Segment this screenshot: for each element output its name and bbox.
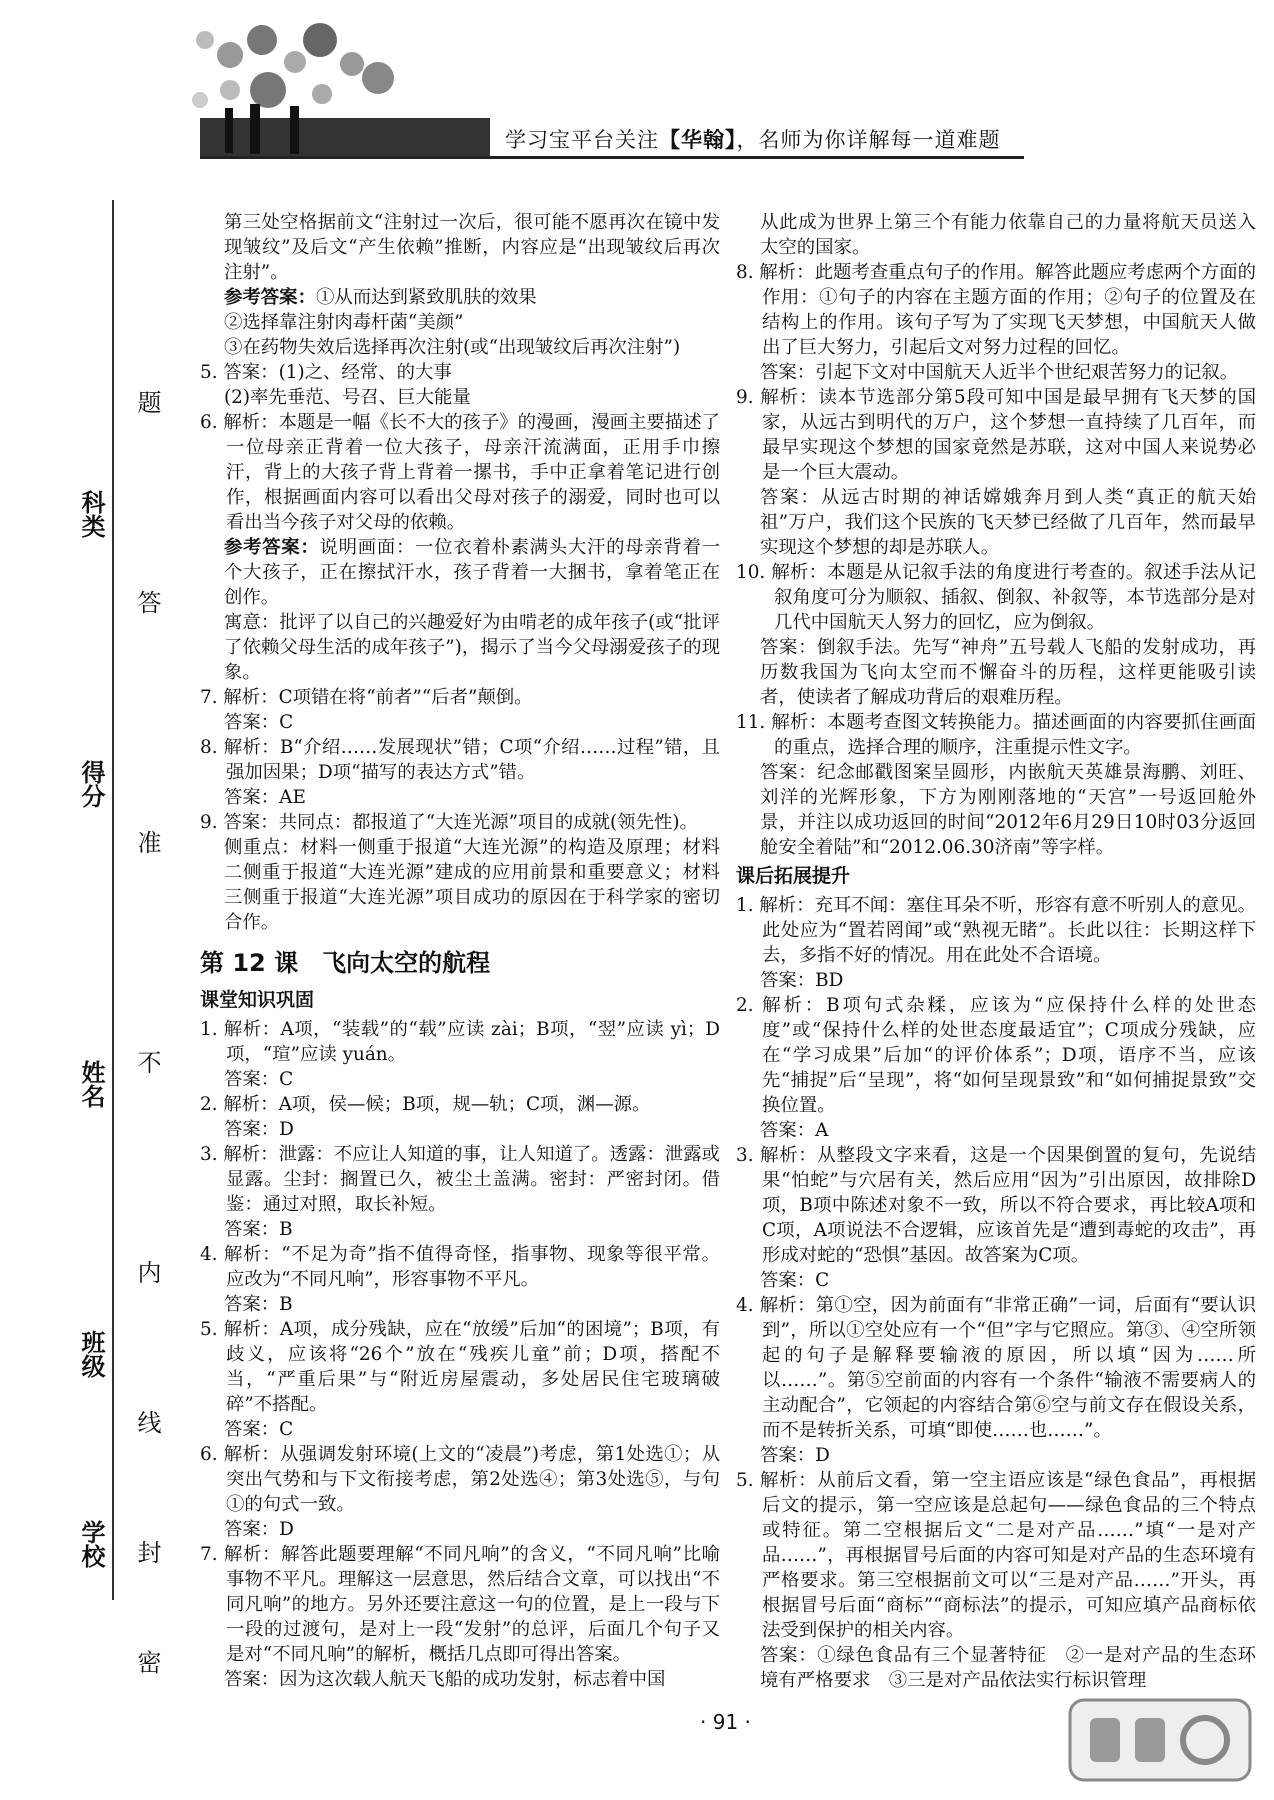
left-column	[200, 210, 720, 1692]
answer-line: 答案：D	[224, 1119, 294, 1140]
answer-line: 答案：倒叙手法。先写“神舟”五号载人飞船的发射成功，再历数我国为飞向太空而不懈奋斗的历程，这样更能吸引读者，使读者了解成功背后的艰难历程。	[760, 637, 1256, 708]
question-item: 5. 答案：(1)之、经常、的大事	[200, 362, 452, 383]
right-column	[736, 210, 1256, 1693]
field-class: 班级	[77, 1330, 105, 1378]
answer-line: 寓意：批评了以自己的兴趣爱好为由啃老的成年孩子(或“批评了依赖父母生活的成年孩子”)，揭示了当今父母溺爱孩子的现象。	[224, 612, 720, 683]
answer-line: 答案：D	[224, 1519, 294, 1540]
question-item: 2. 解析：B项句式杂糅，应该为“应保持什么样的处世态度”或“保持什么样的处世态度最适宜”；C项成分残缺，应在“学习成果”后加“的评价体系”；D项，语序不当，应该先“捕捉”后“呈现”，将“如何呈现景致”和“如何捕捉景致”交换位置。	[736, 995, 1256, 1116]
header-banner	[0, 0, 1274, 180]
question-item: 9. 解析：读本节选部分第5段可知中国是最早拥有飞天梦的国家，从远古到明代的万户，这个梦想一直持续了几百年，而最早实现这个梦想的国家竟然是苏联，这对中国人来说势必是一个巨大震动。	[736, 387, 1256, 483]
question-item: 7. 解析：解答此题要理解“不同凡响”的含义，“不同凡响”比喻事物不平凡。理解这一层意思，然后结合文章，可以找出“不同凡响”的地方。另外还要注意这一句的位置，是上一段与下一段的过渡句，是对上一段“发射”的总评，后面几个句子又是对“不同凡响”的解析，概括几点即可得出答案。	[200, 1544, 720, 1665]
answer-line: ②选择靠注射肉毒杆菌“美颜”	[224, 312, 464, 333]
question-item: 4. 解析：第①空，因为前面有“非常正确”一词，后面有“要认识到”，所以①空处应有一个“但”字与它照应。第③、④空所领起的句子是解释要输液的原因，所以填“因为……所以……”。第⑤空前面的内容有一个条件“输液不需要病人的主动配合”，它领起的内容结合第⑥空与前文存在假设关系，而不是转折关系，可填“即使……也……”。	[736, 1295, 1256, 1441]
question-item: 7. 解析：C项错在将“前者”“后者”颠倒。	[200, 687, 533, 708]
page-number: · 91 ·	[700, 1710, 751, 1734]
answer-label: 参考答案：①从而达到紧致肌肤的效果	[224, 287, 537, 308]
answer-line: 参考答案：说明画面：一位衣着朴素满头大汗的母亲背着一个大孩子，正在擦拭汗水，孩子背着一大捆书，拿着笔正在创作。	[224, 537, 720, 608]
question-item: 5. 解析：从前后文看，第一空主语应该是“绿色食品”，再根据后文的提示，第一空应该是总起句——绿色食品的三个特点或特征。第二空根据后文“二是对产品……”填“一是对产品……”，再根据冒号后面的内容可知是对产品的生态环境有严格要求。第三空根据前文可以“三是对产品……”开头，再根据冒号后面“商标”“商标法”的提示，可知应填产品商标依法受到保护的相关内容。	[736, 1470, 1256, 1641]
section-title: 课后拓展提升	[736, 865, 851, 887]
paragraph: 从此成为世界上第三个有能力依靠自己的力量将航天员送入太空的国家。	[760, 212, 1256, 258]
field-school: 学校	[77, 1520, 105, 1568]
answer-line: 答案：A	[760, 1120, 829, 1141]
question-item: 3. 解析：从整段文字来看，这是一个因果倒置的复句，先说结果“怕蛇”与穴居有关，然后应用“因为”引出原因，故排除D项，B项中陈述对象不一致，所以不符合要求，再比较A项和C项，A项说法不合逻辑，应该首先是“遭到毒蛇的攻击”，再形成对蛇的“恐惧”基因。故答案为C项。	[736, 1145, 1256, 1266]
answer-line: 答案：因为这次载人航天飞船的成功发射，标志着中国	[224, 1669, 666, 1690]
answer-line: 答案：①绿色食品有三个显著特征 ②一是对产品的生态环境有严格要求 ③三是对产品依法实行标识管理	[760, 1645, 1256, 1691]
answer-line: 答案：C	[760, 1270, 830, 1291]
paragraph: 第三处空格据前文“注射过一次后，很可能不愿再次在镜中发现皱纹”及后文“产生依赖”推断，内容应是“出现皱纹后再次注射”。	[224, 212, 720, 283]
seal-char: 线	[133, 1410, 161, 1434]
seal-char: 准	[133, 830, 161, 854]
question-item: 8. 解析：B“介绍……发展现状”错；C项“介绍……过程”错，且强加因果；D项“描写的表达方式”错。	[200, 737, 720, 783]
answer-line: 答案：B	[224, 1294, 293, 1315]
seal-char: 题	[133, 390, 161, 414]
question-item: 9. 答案：共同点：都报道了“大连光源”项目的成就(领先性)。	[200, 812, 698, 833]
answer-line: (2)率先垂范、号召、巨大能量	[224, 387, 471, 408]
question-item: 10. 解析：本题是从记叙手法的角度进行考查的。叙述手法从记叙角度可分为顺叙、插叙、倒叙、补叙等，本节选部分是对几代中国航天人努力的回忆，应为倒叙。	[736, 562, 1256, 633]
header-slogan: 学习宝平台关注【华翰】，名师为你详解每一道难题	[505, 128, 1001, 152]
watermark-logo-icon	[1060, 1690, 1260, 1790]
answer-line: 答案：引起下文对中国航天人近半个世纪艰苦努力的记叙。	[760, 362, 1239, 383]
question-item: 4. 解析：“不足为奇”指不值得奇怪，指事物、现象等很平常。应改为“不同凡响”，形容事物不平凡。	[200, 1244, 720, 1290]
seal-char: 密	[133, 1650, 161, 1674]
answer-line: 答案：BD	[760, 970, 844, 991]
seal-char: 封	[133, 1540, 161, 1564]
answer-line: 答案：纪念邮戳图案呈圆形，内嵌航天英雄景海鹏、刘旺、刘洋的光辉形象，下方为刚刚落地的“天宫”一号返回舱外景，并注以成功返回的时间“2012年6月29日10时03分返回舱安全着陆”和“2012.06.30济南”等字样。	[760, 762, 1256, 858]
answer-line: 答案：C	[224, 1419, 294, 1440]
answer-line: 答案：C	[224, 1069, 294, 1090]
answer-line: 侧重点：材料一侧重于报道“大连光源”的构造及原理；材料二侧重于报道“大连光源”建成的应用前景和重要意义；材料三侧重于报道“大连光源”项目成功的原因在于科学家的密切合作。	[224, 837, 720, 933]
section-title: 课堂知识巩固	[200, 989, 315, 1011]
answer-line: 答案：C	[224, 712, 294, 733]
question-item: 8. 解析：此题考查重点句子的作用。解答此题应考虑两个方面的作用：①句子的内容在主题方面的作用；②句子的位置及在结构上的作用。该句子写为了实现飞天梦想，中国航天人做出了巨大努力，引起后文对努力过程的回忆。	[736, 262, 1256, 358]
seal-char: 内	[133, 1260, 161, 1284]
question-item: 1. 解析：充耳不闻：塞住耳朵不听，形容有意不听别人的意见。此处应为“置若罔闻”或“熟视无睹”。长此以往：长期这样下去，多指不好的情况。用在此处不合语境。	[736, 895, 1256, 966]
question-item: 6. 解析：本题是一幅《长不大的孩子》的漫画，漫画主要描述了一位母亲正背着一位大孩子，母亲汗流满面，正用手巾擦汗，背上的大孩子背上背着一摞书，手中正拿着笔记进行创作，根据画面内容可以看出父母对孩子的溺爱，同时也可以看出当今孩子对父母的依赖。	[200, 412, 720, 533]
question-item: 3. 解析：泄露：不应让人知道的事，让人知道了。透露：泄露或显露。尘封：搁置已久，被尘土盖满。密封：严密封闭。借鉴：通过对照，取长补短。	[200, 1144, 720, 1215]
field-name: 姓名	[77, 1060, 105, 1108]
field-subject: 科类	[77, 490, 105, 538]
question-item: 11. 解析：本题考查图文转换能力。描述画面的内容要抓住画面的重点，选择合理的顺序，注重提示性文字。	[736, 712, 1256, 758]
binding-strip	[60, 200, 170, 1674]
field-score: 得分	[77, 760, 105, 808]
question-item: 5. 解析：A项，成分残缺，应在“放缓”后加“的困境”；B项，有歧义，应该将“26个”放在“残疾儿童”前；D项，搭配不当，“严重后果”与“附近房屋震动，多处居民住宅玻璃破碎”不搭配。	[200, 1319, 720, 1415]
header-rule	[200, 156, 1024, 159]
question-item: 6. 解析：从强调发射环境(上文的“凌晨”)考虑，第1处选①；从突出气势和与下文衔接考虑，第2处选④；第3处选⑤，与句①的句式一致。	[200, 1444, 720, 1515]
seal-char: 不	[133, 1050, 161, 1074]
question-item: 2. 解析：A项，侯—候；B项，规—轨；C项，渊—源。	[200, 1094, 651, 1115]
binding-line	[112, 200, 114, 1600]
seal-char: 答	[133, 590, 161, 614]
question-item: 1. 解析：A项，“装载”的“载”应读 zài；B项，“翌”应读 yì；D项，“瑄”应读 yuán。	[200, 1019, 720, 1065]
answer-line: 答案：D	[760, 1445, 830, 1466]
answer-line: 答案：从远古时期的神话嫦娥奔月到人类“真正的航天始祖”万户，我们这个民族的飞天梦已经做了几百年，然而最早实现这个梦想的却是苏联人。	[760, 487, 1256, 558]
answer-line: ③在药物失效后选择再次注射(或“出现皱纹后再次注射”)	[224, 337, 681, 358]
answer-line: 答案：B	[224, 1219, 293, 1240]
lesson-title: 第 12 课 飞向太空的航程	[200, 949, 491, 977]
answer-line: 答案：AE	[224, 787, 306, 808]
